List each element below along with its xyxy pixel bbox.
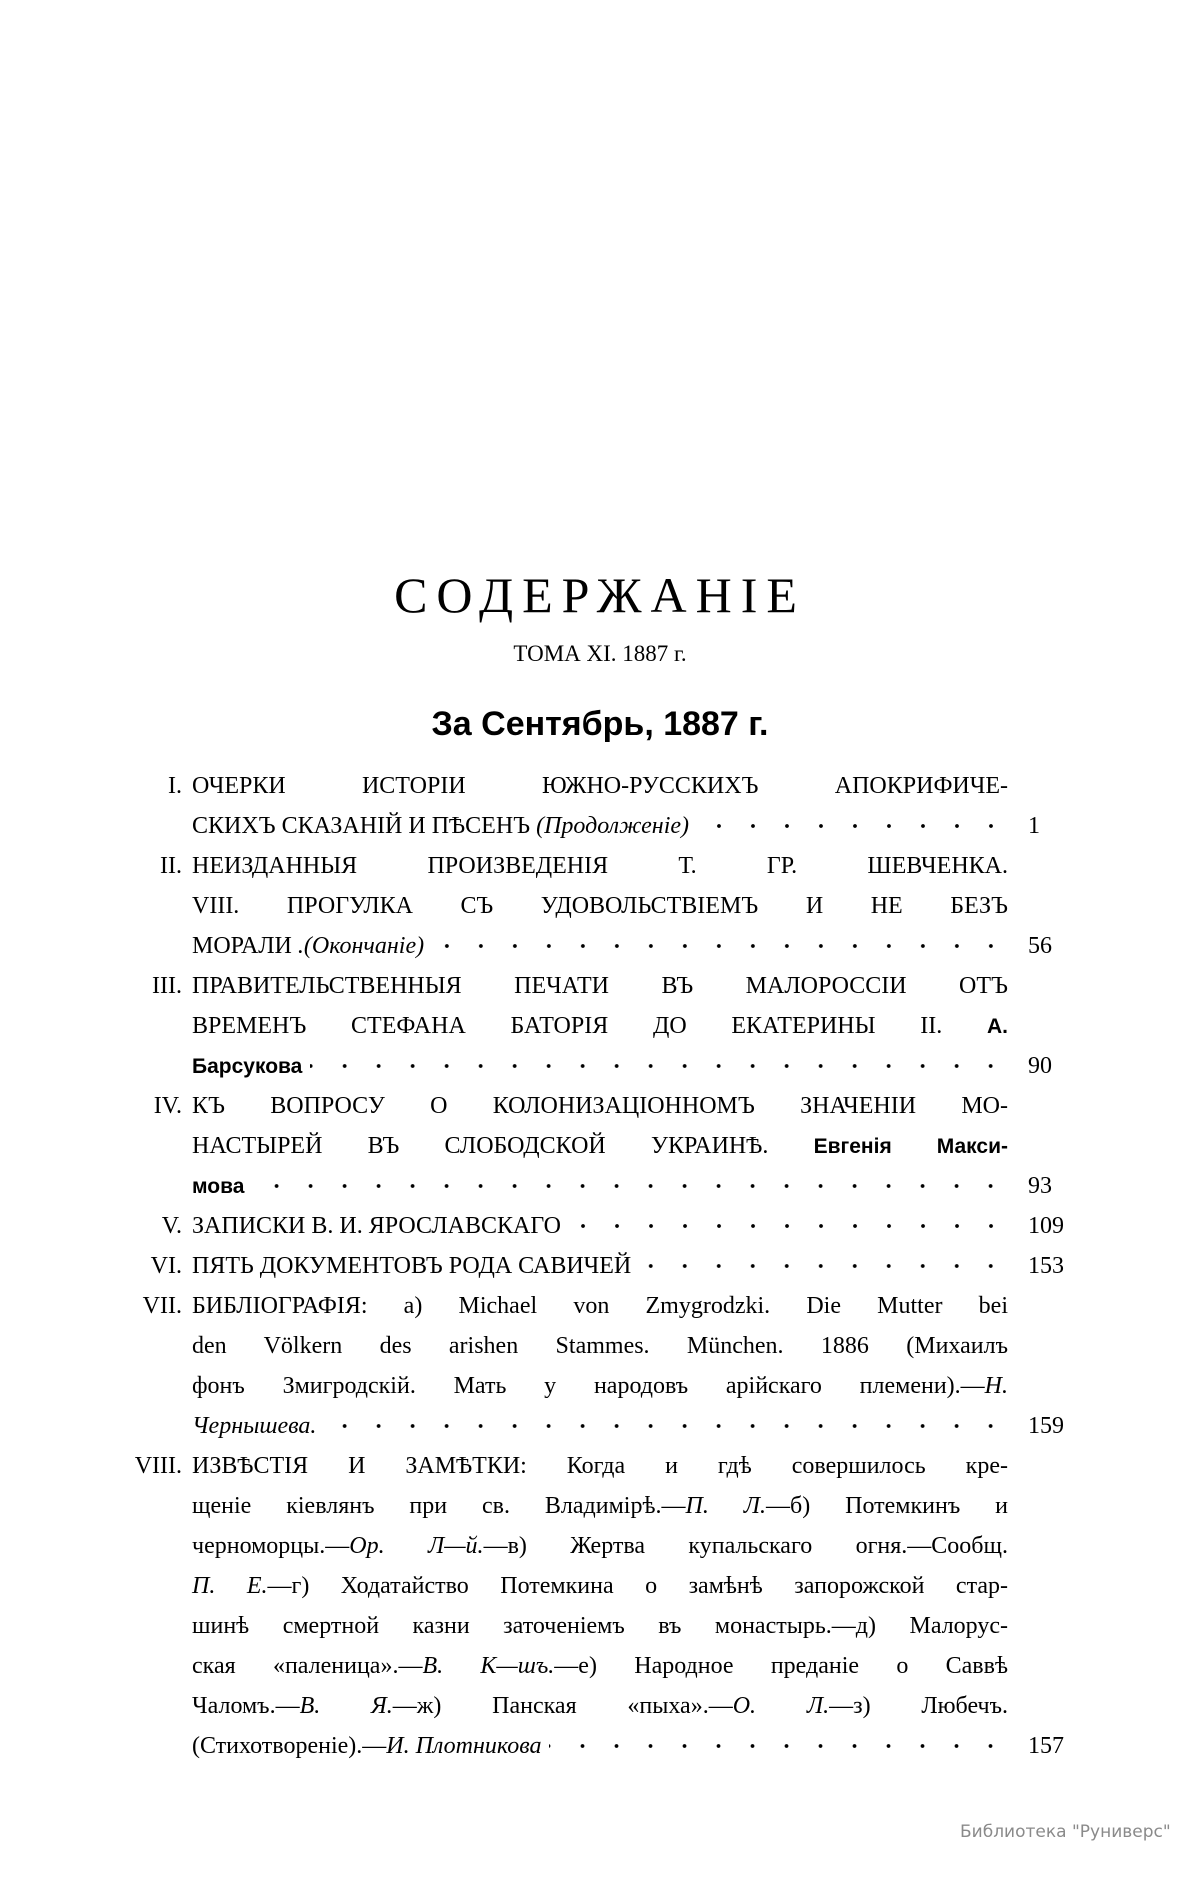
dot-leader — [324, 1420, 1008, 1432]
toc-entry — [168, 766, 1040, 846]
entry-text: —з) Любечъ. — [829, 1693, 1008, 1719]
entry-text: —е) Народное преданіе о Саввѣ — [554, 1653, 1009, 1679]
entry-line — [192, 926, 1052, 966]
page-number: 93 — [1028, 1173, 1052, 1199]
entry-text: БИБЛІОГРАФІЯ: а) Michael von Zmygrodzki. Die Mutter bei — [192, 1293, 1008, 1319]
entry-line-text — [192, 1246, 631, 1286]
entry-text: ПРАВИТЕЛЬСТВЕННЫЯ ПЕЧАТИ ВЪ МАЛОРОССІИ ОТЪ — [192, 973, 1008, 999]
entry-text: VIII. ПРОГУЛКА СЪ УДОВОЛЬСТВІЕМЪ И НЕ БЕЗЪ — [192, 893, 1008, 919]
entry-text: НАСТЫРЕЙ ВЪ СЛОБОДСКОЙ УКРАИНѢ. — [192, 1133, 814, 1159]
entry-line — [192, 1326, 1008, 1366]
author-italic: В. Я. — [299, 1693, 393, 1719]
entry-text: Чаломъ.— — [192, 1693, 300, 1719]
entry-numeral: VII. — [142, 1293, 182, 1319]
entry-numeral: V. — [161, 1213, 182, 1239]
entry-line-text — [192, 1166, 244, 1207]
toc-entry — [152, 966, 1052, 1086]
page-number: 56 — [1028, 933, 1052, 959]
page-number: 90 — [1028, 1053, 1052, 1079]
author-italic: П. Е. — [192, 1573, 268, 1599]
entry-line — [192, 1166, 1052, 1206]
author-italic: (Продолженіе) — [536, 813, 690, 839]
dot-leader — [549, 1740, 1008, 1752]
dot-leader — [569, 1220, 1008, 1232]
entry-line — [192, 1206, 1064, 1246]
entry-line — [192, 1086, 1008, 1126]
entry-line-text — [192, 1133, 1008, 1159]
author-bold: Барсукова — [192, 1055, 303, 1078]
entry-text: щеніе кіевлянъ при св. Владимірѣ.— — [192, 1493, 686, 1519]
entry-line — [192, 1526, 1008, 1566]
entry-line — [192, 1726, 1064, 1766]
entry-text: ВРЕМЕНЪ СТЕФАНА БАТОРІЯ ДО ЕКАТЕРИНЫ II. — [192, 1013, 987, 1039]
entry-line — [192, 1486, 1008, 1526]
entry-line — [192, 1606, 1008, 1646]
author-italic: О. Л. — [732, 1693, 830, 1719]
entry-line-text — [192, 1206, 561, 1246]
entry-line — [192, 1006, 1008, 1046]
entry-numeral: III. — [152, 973, 182, 999]
author-italic: Ор. Л—й. — [349, 1533, 484, 1559]
table-of-contents — [134, 766, 1064, 1766]
entry-line — [192, 806, 1040, 846]
entry-line — [192, 1366, 1008, 1406]
volume-subtitle: ТОМА XI. 1887 г. — [513, 641, 687, 666]
entry-text: —б) Потемкинъ и — [766, 1493, 1009, 1519]
author-italic: И. Плотникова — [386, 1733, 542, 1759]
entry-line-text — [192, 773, 1008, 799]
dot-leader — [639, 1260, 1008, 1272]
author-italic: .(Окончаніе) — [297, 933, 425, 959]
author-italic: В. К—шъ. — [422, 1653, 555, 1679]
entry-text: НЕИЗДАННЫЯ ПРОИЗВЕДЕНІЯ Т. ГР. ШЕВЧЕНКА. — [192, 853, 1008, 879]
entry-line-text — [192, 926, 424, 966]
entry-numeral: VI. — [150, 1253, 182, 1279]
entry-line-text — [192, 893, 1008, 919]
entry-numeral: I. — [168, 773, 182, 799]
entry-line-text — [192, 1533, 1008, 1559]
entry-numeral: IV. — [153, 1093, 182, 1119]
toc-entry — [134, 1446, 1064, 1766]
toc-entry — [153, 1086, 1052, 1206]
entry-line-text — [192, 1093, 1008, 1119]
page-number: 159 — [1028, 1413, 1064, 1439]
entry-text: den Völkern des arishen Stammes. München. 1886 (Михаилъ — [192, 1333, 1008, 1359]
entry-line-text — [192, 1406, 316, 1446]
entry-line — [192, 1246, 1064, 1286]
entry-numeral: II. — [160, 853, 182, 879]
entry-line-text — [192, 806, 689, 846]
entry-text: фонъ Змигродскій. Мать у народовъ арійскаго племени).— — [192, 1373, 985, 1399]
entry-text: —в) Жертва купальскаго огня.—Сообщ. — [483, 1533, 1008, 1559]
page-number: 153 — [1028, 1253, 1064, 1279]
section-heading: За Сентябрь, 1887 г. — [431, 705, 769, 743]
entry-line-text — [192, 1293, 1008, 1319]
toc-entry — [161, 1206, 1064, 1246]
author-italic: Н. — [984, 1373, 1008, 1399]
entry-line — [192, 1446, 1008, 1486]
dot-leader — [432, 940, 1008, 952]
entry-line-text — [192, 1493, 1008, 1519]
entry-text: КЪ ВОПРОСУ О КОЛОНИЗАЦІОННОМЪ ЗНАЧЕНІИ МО- — [192, 1093, 1008, 1119]
page-number: 1 — [1028, 813, 1040, 839]
entry-text: —г) Ходатайство Потемкина о замѣнѣ запорожской стар- — [267, 1573, 1008, 1599]
page-title: СОДЕРЖАНІЕ — [394, 567, 806, 623]
entry-line-text — [192, 1046, 302, 1087]
entry-line-text — [192, 1573, 1008, 1599]
entry-text: ская «паленица».— — [192, 1653, 423, 1679]
entry-text: шинѣ смертной казни заточеніемъ въ монастырь.—д) Малорус- — [192, 1613, 1008, 1639]
entry-line — [192, 846, 1008, 886]
entry-text: (Стихотвореніе).— — [192, 1733, 387, 1759]
entry-line — [192, 1126, 1008, 1166]
entry-line — [192, 766, 1008, 806]
entry-numeral: VIII. — [134, 1453, 182, 1479]
entry-line-text — [192, 1373, 1008, 1399]
library-watermark: Библиотека "Руниверс" — [960, 1822, 1171, 1842]
entry-line — [192, 1646, 1008, 1686]
author-italic: Чернышева. — [192, 1413, 317, 1439]
entry-text: черноморцы.— — [192, 1533, 350, 1559]
entry-line — [192, 1566, 1008, 1606]
toc-entry — [142, 1286, 1064, 1446]
entry-text: ЗАПИСКИ В. И. ЯРОСЛАВСКАГО — [192, 1213, 561, 1239]
author-bold: А. — [987, 1015, 1008, 1038]
dot-leader — [310, 1060, 1008, 1072]
toc-entry — [150, 1246, 1064, 1286]
entry-line — [192, 1686, 1008, 1726]
entry-line — [192, 1406, 1064, 1446]
entry-text: ПЯТЬ ДОКУМЕНТОВЪ РОДА САВИЧЕЙ — [192, 1253, 632, 1279]
entry-line-text — [192, 1613, 1008, 1639]
entry-line-text — [192, 1333, 1008, 1359]
page-number: 109 — [1028, 1213, 1064, 1239]
entry-text: ИЗВѢСТІЯ И ЗАМѢТКИ: Когда и гдѣ совершилось кре- — [192, 1453, 1008, 1479]
entry-text: —ж) Панская «пыха».— — [392, 1693, 733, 1719]
entry-line-text — [192, 1013, 1008, 1039]
entry-line — [192, 1046, 1052, 1086]
dot-leader — [252, 1180, 1008, 1192]
dot-leader — [697, 820, 1008, 832]
entry-line — [192, 966, 1008, 1006]
author-bold: мова — [192, 1175, 245, 1198]
author-bold: Евгенія Макси- — [813, 1135, 1008, 1158]
toc-entry — [160, 846, 1052, 966]
entry-line — [192, 886, 1008, 926]
author-italic: П. Л. — [685, 1493, 767, 1519]
entry-line-text — [192, 973, 1008, 999]
page-number: 157 — [1028, 1733, 1064, 1759]
entry-line-text — [192, 1693, 1008, 1719]
entry-text: ОЧЕРКИ ИСТОРІИ ЮЖНО-РУССКИХЪ АПОКРИФИЧЕ- — [192, 773, 1008, 799]
entry-line — [192, 1286, 1008, 1326]
entry-text: СКИХЪ СКАЗАНІЙ И ПѢСЕНЪ — [192, 813, 537, 839]
entry-line-text — [192, 1453, 1008, 1479]
entry-line-text — [192, 1653, 1008, 1679]
entry-text: МОРАЛИ — [192, 933, 298, 959]
entry-line-text — [192, 1726, 541, 1766]
entry-line-text — [192, 853, 1008, 879]
